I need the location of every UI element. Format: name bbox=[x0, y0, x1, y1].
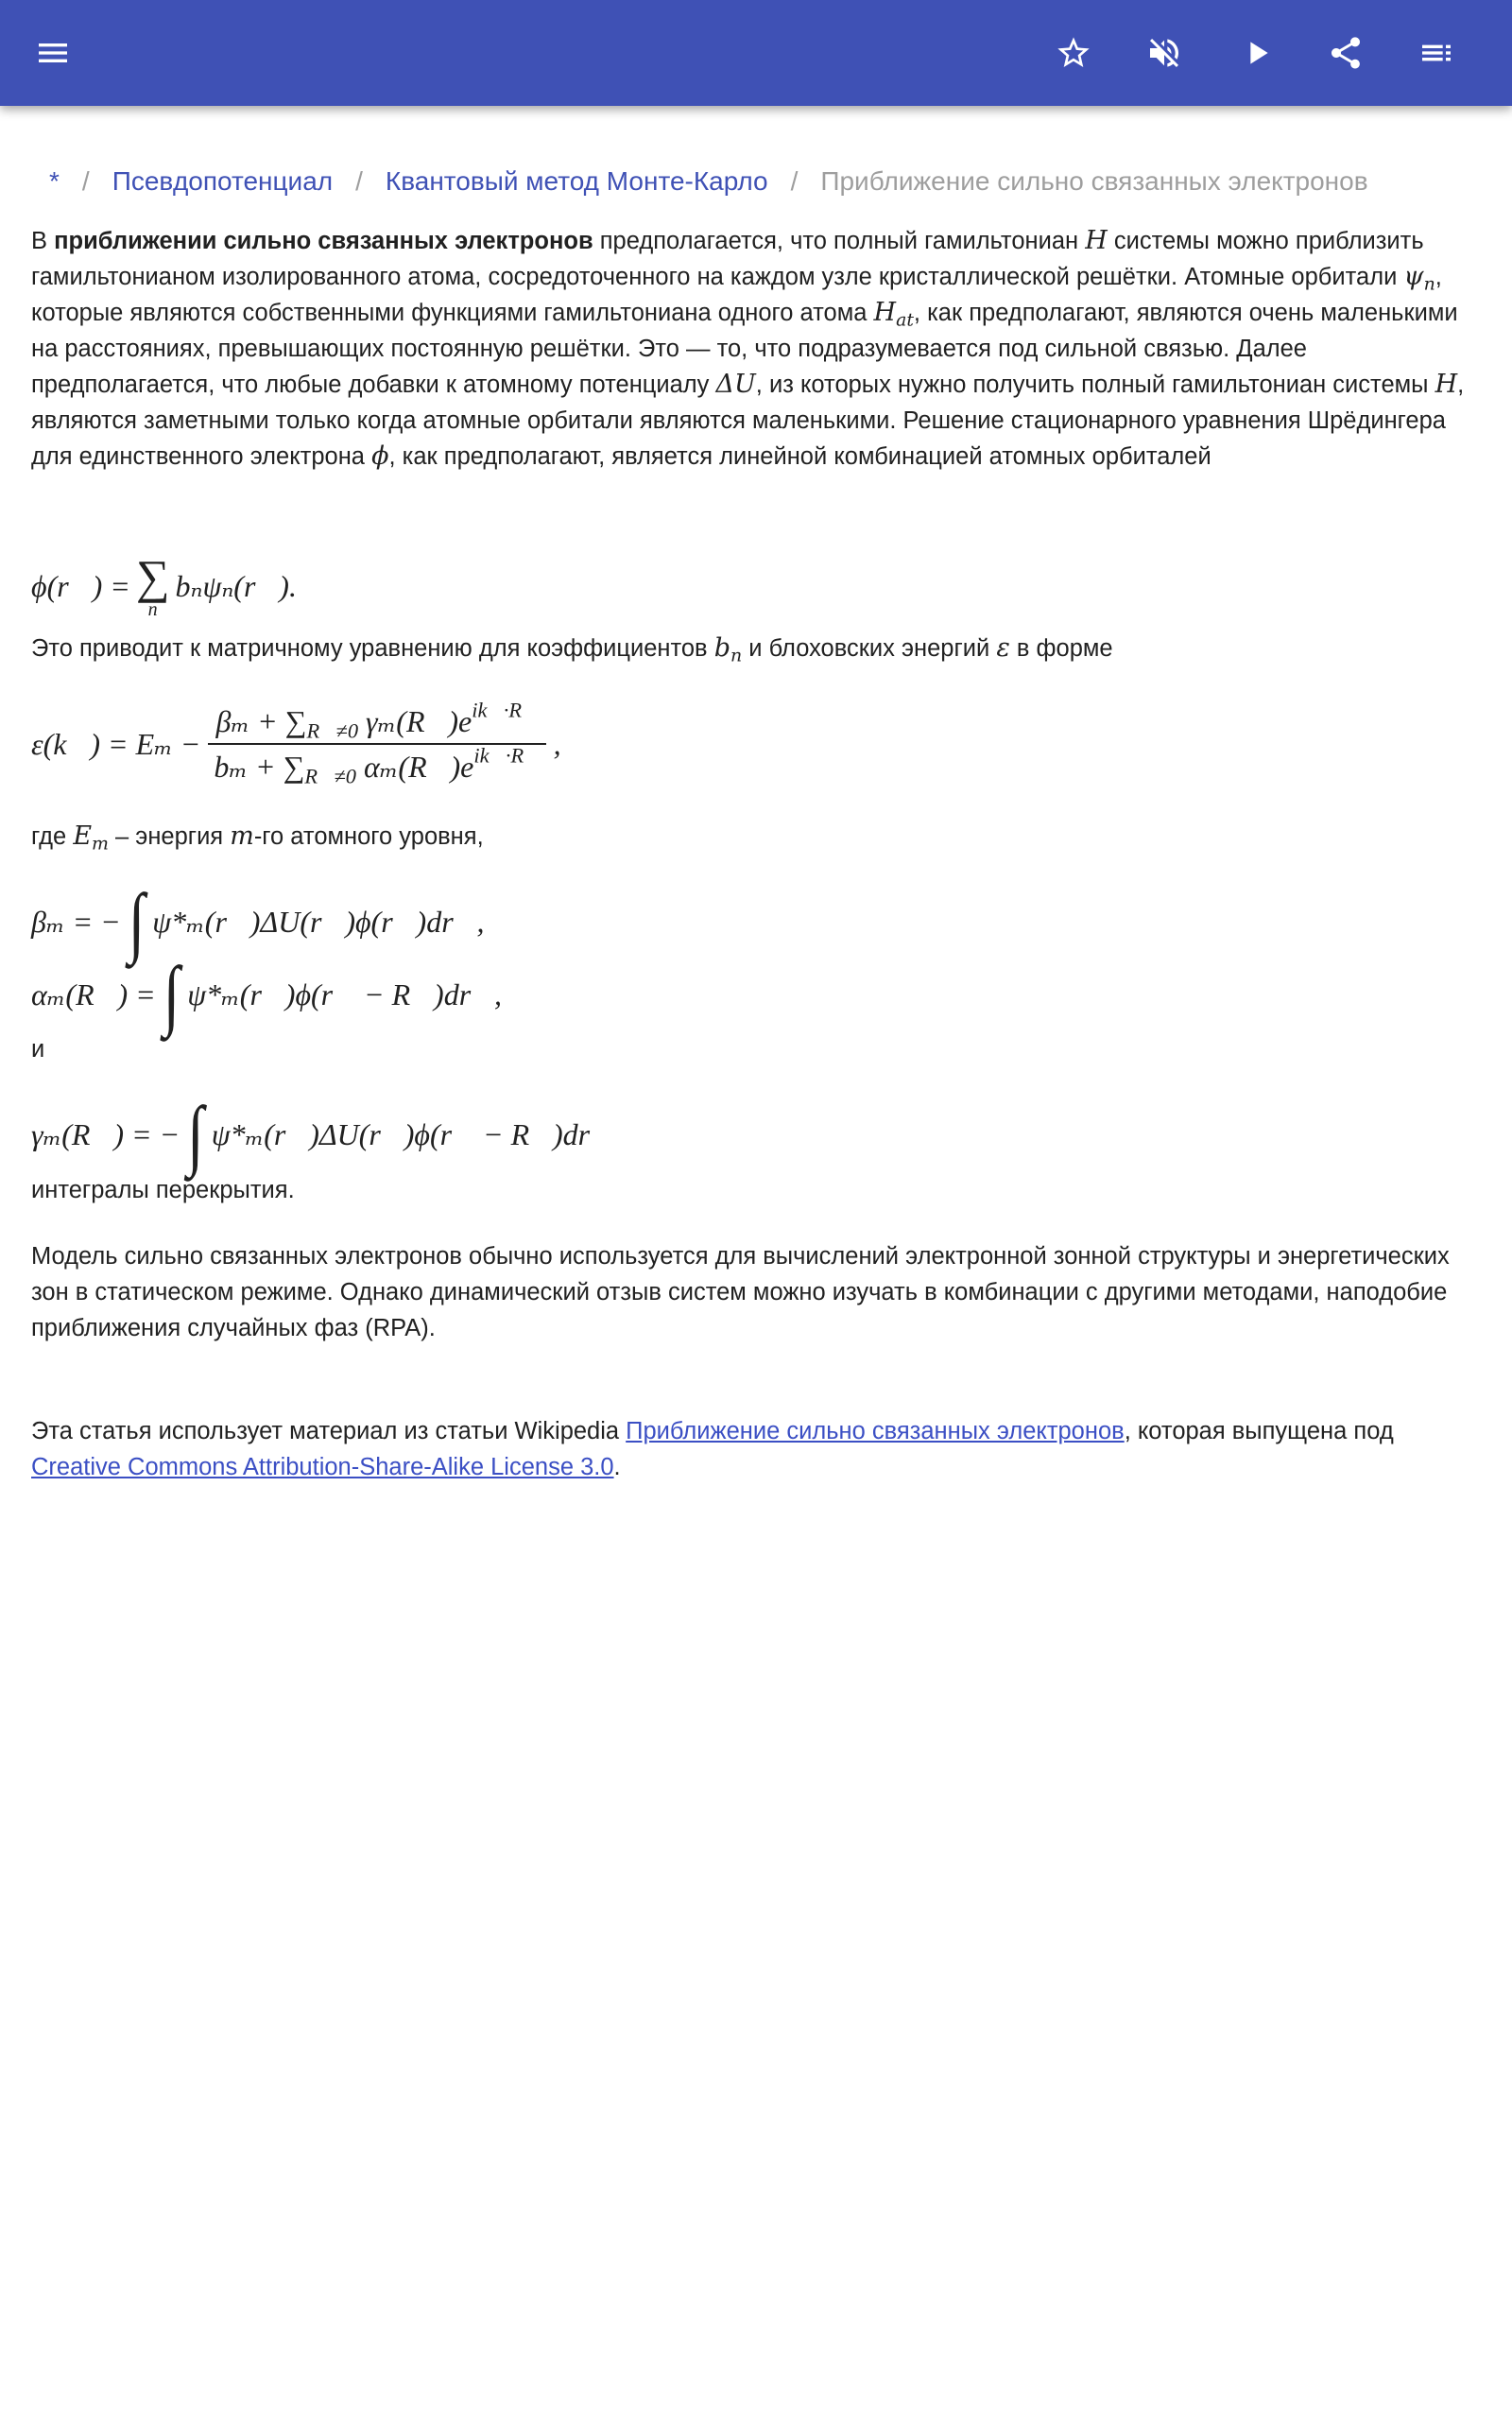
integral-sign: ∫ bbox=[187, 1090, 204, 1178]
equation-phi-expansion bbox=[31, 550, 297, 620]
math-symbol: H bbox=[1435, 370, 1458, 399]
math-subscript: m bbox=[92, 833, 109, 855]
equation-beta bbox=[31, 877, 485, 965]
text-segment: предполагается, что полный гамильтониан bbox=[593, 228, 1086, 254]
text-segment: , которые являются собственными функциями гамильтониана одного атома bbox=[31, 264, 1442, 326]
den-sup: ik⃗·R⃗ bbox=[473, 743, 541, 768]
wikipedia-article-link[interactable]: Приближение сильно связанных электронов bbox=[626, 1418, 1125, 1444]
share-icon[interactable] bbox=[1319, 26, 1372, 79]
num-part: βₘ + ∑ bbox=[215, 704, 307, 738]
text-segment: В bbox=[31, 228, 55, 254]
den-sub: R⃗≠0 bbox=[304, 764, 356, 788]
eq-lhs: αₘ(R⃗) = bbox=[31, 977, 156, 1011]
equation-gamma bbox=[31, 1090, 613, 1178]
inline-math bbox=[230, 821, 254, 851]
equation-alpha bbox=[31, 950, 503, 1038]
breadcrumb-separator: / bbox=[355, 166, 363, 196]
math-symbol: m bbox=[230, 821, 254, 851]
breadcrumb-separator: / bbox=[81, 166, 90, 196]
inline-math bbox=[73, 821, 109, 855]
eq-rhs: ψ*ₘ(r⃗)ΔU(r⃗)ϕ(r⃗)dr⃗, bbox=[152, 905, 485, 939]
inline-math bbox=[1435, 370, 1458, 399]
energy-level-paragraph bbox=[31, 819, 1481, 855]
sum-sign: ∑ bbox=[135, 550, 170, 603]
breadcrumb-home[interactable]: * bbox=[49, 166, 60, 196]
breadcrumb-item[interactable]: Квантовый метод Монте-Карло bbox=[385, 166, 768, 196]
breadcrumb-item[interactable]: Псевдопотенциал bbox=[112, 166, 334, 196]
star-icon[interactable] bbox=[1047, 26, 1100, 79]
num-sup: ik⃗·R⃗ bbox=[472, 698, 539, 722]
breadcrumb-current: Приближение сильно связанных электронов bbox=[820, 166, 1368, 196]
denominator bbox=[208, 745, 545, 788]
eq-lhs: ε(k⃗) = Eₘ − bbox=[31, 727, 201, 761]
breadcrumb bbox=[49, 166, 1368, 197]
math-symbol: H bbox=[873, 298, 897, 327]
text-segment: – энергия bbox=[108, 823, 231, 850]
fraction bbox=[208, 700, 545, 788]
eq-lhs: γₘ(R⃗) = − bbox=[31, 1117, 180, 1151]
math-symbol: b bbox=[713, 633, 730, 663]
inline-math bbox=[1085, 226, 1108, 255]
text-segment: , как предполагают, является линейной комбинацией атомных орбиталей bbox=[388, 443, 1211, 470]
text-segment: , являются заметными только когда атомные орбитали являются маленькими. Решение стационарного уравнения Шрёдингера для единственного электрона bbox=[31, 372, 1465, 470]
footer-text: . bbox=[613, 1454, 621, 1480]
num-sub: R⃗≠0 bbox=[306, 718, 359, 743]
text-segment: в форме bbox=[1009, 635, 1113, 662]
app-bar bbox=[0, 0, 1512, 106]
math-subscript: at bbox=[896, 309, 914, 331]
math-subscript: n bbox=[730, 645, 743, 666]
menu-icon[interactable] bbox=[26, 26, 79, 79]
model-paragraph: Модель сильно связанных электронов обычно используется для вычислений электронной зонной структуры и энергетических зон в статическом режиме. Однако динамический отзыв систем можно изучать в комбинации с другими методами, наподобие приближения случайных фаз (RPA). bbox=[31, 1243, 1450, 1341]
math-symbol: H bbox=[1085, 226, 1108, 255]
sum-symbol bbox=[135, 550, 170, 620]
eq-rhs: bₙψₙ(r⃗). bbox=[175, 569, 297, 603]
math-symbol: ψ bbox=[1403, 262, 1424, 291]
math-symbol: E bbox=[73, 821, 93, 851]
playlist-icon[interactable] bbox=[1410, 26, 1463, 79]
license-link[interactable]: Creative Commons Attribution-Share-Alike License 3.0 bbox=[31, 1454, 614, 1480]
matrix-paragraph bbox=[31, 631, 1481, 666]
inline-math bbox=[1403, 262, 1435, 295]
attribution-footer bbox=[31, 1413, 1481, 1485]
eq-lhs: βₘ = − bbox=[31, 905, 121, 939]
inline-math bbox=[716, 370, 756, 399]
play-icon[interactable] bbox=[1230, 26, 1283, 79]
numerator bbox=[211, 700, 544, 743]
equation-band-energy bbox=[31, 700, 561, 788]
text-segment: где bbox=[31, 823, 74, 850]
bold-term: приближении сильно связанных электронов bbox=[54, 228, 593, 254]
integral-sign: ∫ bbox=[163, 950, 180, 1038]
sum-index: n bbox=[147, 599, 158, 620]
text-segment: Это приводит к матричному уравнению для коэффициентов bbox=[31, 635, 714, 662]
math-subscript: n bbox=[1423, 273, 1435, 295]
eq-rhs: ψ*ₘ(r⃗)ΔU(r⃗)ϕ(r⃗ − R⃗)dr⃗ bbox=[211, 1117, 613, 1151]
text-segment: и блоховских энергий bbox=[742, 635, 997, 662]
math-symbol: ε bbox=[996, 633, 1010, 663]
eq-rhs: ψ*ₘ(r⃗)ϕ(r⃗ − R⃗)dr⃗, bbox=[187, 977, 503, 1011]
footer-text: Эта статья использует материал из статьи Wikipedia bbox=[31, 1418, 627, 1444]
and-text: и bbox=[31, 1036, 45, 1063]
text-segment: , из которых нужно получить полный гамильтониан системы bbox=[755, 372, 1435, 398]
volume-off-icon[interactable] bbox=[1138, 26, 1191, 79]
den-part: bₘ + ∑ bbox=[214, 750, 305, 784]
intro-paragraph bbox=[31, 223, 1481, 475]
breadcrumb-separator: / bbox=[790, 166, 799, 196]
inline-math bbox=[996, 633, 1010, 663]
math-symbol: ΔU bbox=[715, 370, 756, 399]
inline-math bbox=[873, 298, 914, 331]
inline-math bbox=[371, 441, 388, 471]
text-segment: -го атомного уровня, bbox=[253, 823, 484, 850]
math-symbol: ϕ bbox=[371, 441, 389, 471]
text-segment: системы можно приблизить гамильтонианом изолированного атома, сосредоточенного на каждом узле кристаллической решётки. Атомные орбитали bbox=[31, 228, 1424, 290]
num-part: γₘ(R⃗)e bbox=[358, 704, 472, 738]
footer-text: , которая выпущена под bbox=[1124, 1418, 1394, 1444]
inline-math bbox=[713, 633, 743, 666]
eq-tail: , bbox=[553, 726, 561, 761]
eq-lhs: ϕ(r⃗) = bbox=[31, 568, 130, 603]
den-part: αₘ(R⃗)e bbox=[355, 750, 474, 784]
overlap-text: интегралы перекрытия. bbox=[31, 1177, 295, 1203]
text-segment: , как предполагают, являются очень маленькими на расстояниях, превышающих постоянную решётки. Это — то, что подразумевается под сильной связью. Далее предполагается, что любые добавки к атомному потенциалу bbox=[31, 300, 1458, 398]
integral-sign: ∫ bbox=[128, 877, 146, 965]
